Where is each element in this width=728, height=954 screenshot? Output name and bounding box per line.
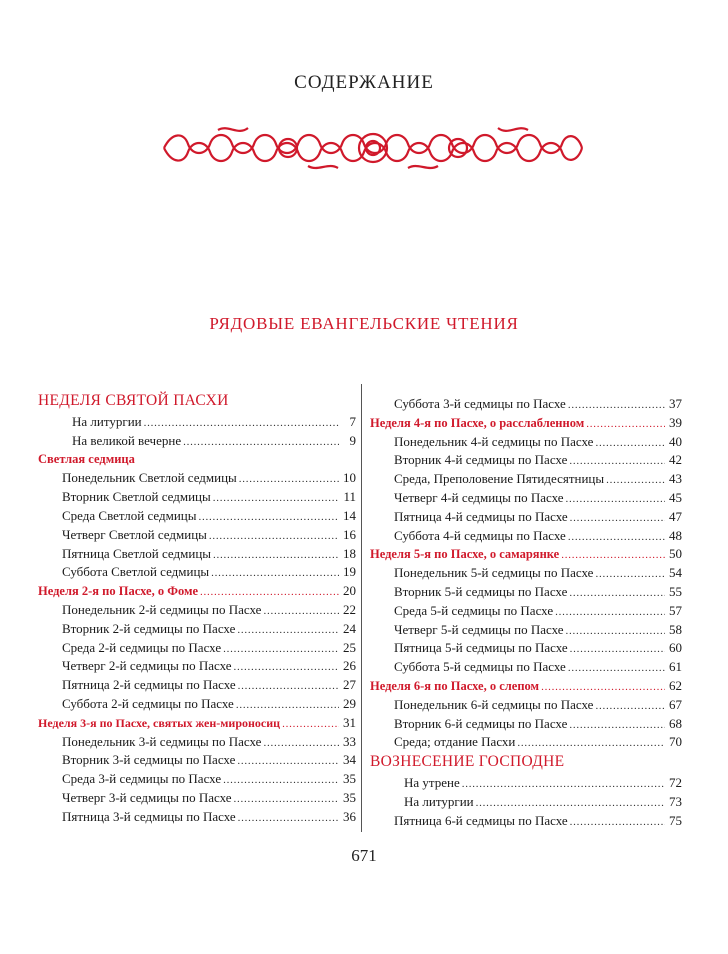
toc-right-column (370, 396, 682, 832)
toc-entry[interactable]: Вторник 4-й седмицы по Пасхе . . . 42 (370, 452, 682, 471)
toc-entry[interactable]: Пятница 6-й седмицы по Пасхе . . . 75 (370, 813, 682, 832)
toc-heading-label: НЕДЕЛЯ СВЯТОЙ ПАСХИ (38, 392, 229, 409)
toc-entry[interactable]: Понедельник 2-й седмицы по Пасхе . . . 22 (38, 602, 356, 621)
toc-entry[interactable]: Понедельник 5-й седмицы по Пасхе . . . 54 (370, 565, 682, 584)
toc-heading-week6[interactable]: Неделя 6-я по Пасхе, о слепом . . . 62 (370, 678, 682, 697)
toc-heading-week3[interactable]: Неделя 3-я по Пасхе, святых жен-мироносиц . . . 31 (38, 715, 356, 734)
toc-entry[interactable]: Вторник 2-й седмицы по Пасхе . . . 24 (38, 621, 356, 640)
toc-entry[interactable]: Понедельник 4-й седмицы по Пасхе . . . 40 (370, 434, 682, 453)
toc-heading-easter[interactable] (38, 392, 356, 414)
toc-entry[interactable]: Среда 2-й седмицы по Пасхе . . . 25 (38, 640, 356, 659)
toc-entry[interactable]: Пятница 4-й седмицы по Пасхе . . . 47 (370, 509, 682, 528)
toc-entry[interactable]: Понедельник Светлой седмицы . . . 10 (38, 470, 356, 489)
toc-entry[interactable]: Пятница 3-й седмицы по Пасхе . . . 36 (38, 809, 356, 828)
toc-entry[interactable]: Суббота 4-й седмицы по Пасхе . . . 48 (370, 528, 682, 547)
toc-heading-week5[interactable]: Неделя 5-я по Пасхе, о самарянке . . . 50 (370, 546, 682, 565)
ornament-icon (158, 122, 588, 172)
toc-entry[interactable]: Среда, Преполовение Пятидесятницы . . . 43 (370, 471, 682, 490)
toc-heading-label: ВОЗНЕСЕНИЕ ГОСПОДНЕ (370, 753, 565, 771)
toc-heading-week2[interactable]: Неделя 2-я по Пасхе, о Фоме . . . 20 (38, 583, 356, 602)
toc-entry[interactable]: Среда 3-й седмицы по Пасхе . . . 35 (38, 771, 356, 790)
toc-entry[interactable]: На великой вечерне . . . 9 (38, 433, 356, 452)
toc-entry[interactable]: Понедельник 3-й седмицы по Пасхе . . . 33 (38, 734, 356, 753)
toc-entry[interactable]: Четверг Светлой седмицы . . . 16 (38, 527, 356, 546)
toc-entry[interactable]: Среда; отдание Пасхи . . . 70 (370, 734, 682, 753)
toc-heading-bright-week[interactable]: Светлая седмица (38, 451, 135, 466)
toc-entry[interactable]: Суббота 2-й седмицы по Пасхе . . . 29 (38, 696, 356, 715)
toc-entry[interactable]: Пятница 2-й седмицы по Пасхе . . . 27 (38, 677, 356, 696)
toc-entry[interactable]: Вторник 3-й седмицы по Пасхе . . . 34 (38, 752, 356, 771)
toc-entry[interactable]: На утрене . . . 72 (370, 775, 682, 794)
toc-heading-ascension[interactable] (370, 753, 682, 775)
toc-heading-week4[interactable]: Неделя 4-я по Пасхе, о расслабленном . . . 39 (370, 415, 682, 434)
toc-entry[interactable]: Вторник 6-й седмицы по Пасхе . . . 68 (370, 716, 682, 735)
toc-entry[interactable]: На литургии . . . 73 (370, 794, 682, 813)
toc-entry[interactable]: Вторник Светлой седмицы . . . 11 (38, 489, 356, 508)
section-title: РЯДОВЫЕ ЕВАНГЕЛЬСКИЕ ЧТЕНИЯ (209, 314, 519, 333)
toc-entry[interactable]: Вторник 5-й седмицы по Пасхе . . . 55 (370, 584, 682, 603)
toc-entry[interactable]: Пятница 5-й седмицы по Пасхе . . . 60 (370, 640, 682, 659)
toc-entry[interactable]: На литургии . . . 7 (38, 414, 356, 433)
toc-entry[interactable]: Суббота 5-й седмицы по Пасхе . . . 61 (370, 659, 682, 678)
page-number: 671 (351, 846, 377, 865)
toc-entry[interactable]: Четверг 5-й седмицы по Пасхе . . . 58 (370, 622, 682, 641)
page-title: СОДЕРЖАНИЕ (294, 72, 434, 93)
toc-entry[interactable]: Понедельник 6-й седмицы по Пасхе . . . 67 (370, 697, 682, 716)
toc-entry[interactable]: Четверг 2-й седмицы по Пасхе . . . 26 (38, 658, 356, 677)
column-divider (361, 384, 362, 832)
toc-entry[interactable]: Среда 5-й седмицы по Пасхе . . . 57 (370, 603, 682, 622)
toc-entry[interactable]: Пятница Светлой седмицы . . . 18 (38, 546, 356, 565)
toc-entry[interactable]: Суббота Светлой седмицы . . . 19 (38, 564, 356, 583)
toc-entry[interactable]: Четверг 3-й седмицы по Пасхе . . . 35 (38, 790, 356, 809)
toc-entry[interactable]: Суббота 3-й седмицы по Пасхе . . . 37 (370, 396, 682, 415)
toc-entry[interactable]: Четверг 4-й седмицы по Пасхе . . . 45 (370, 490, 682, 509)
toc-left-column (38, 392, 356, 828)
toc-entry[interactable]: Среда Светлой седмицы . . . 14 (38, 508, 356, 527)
